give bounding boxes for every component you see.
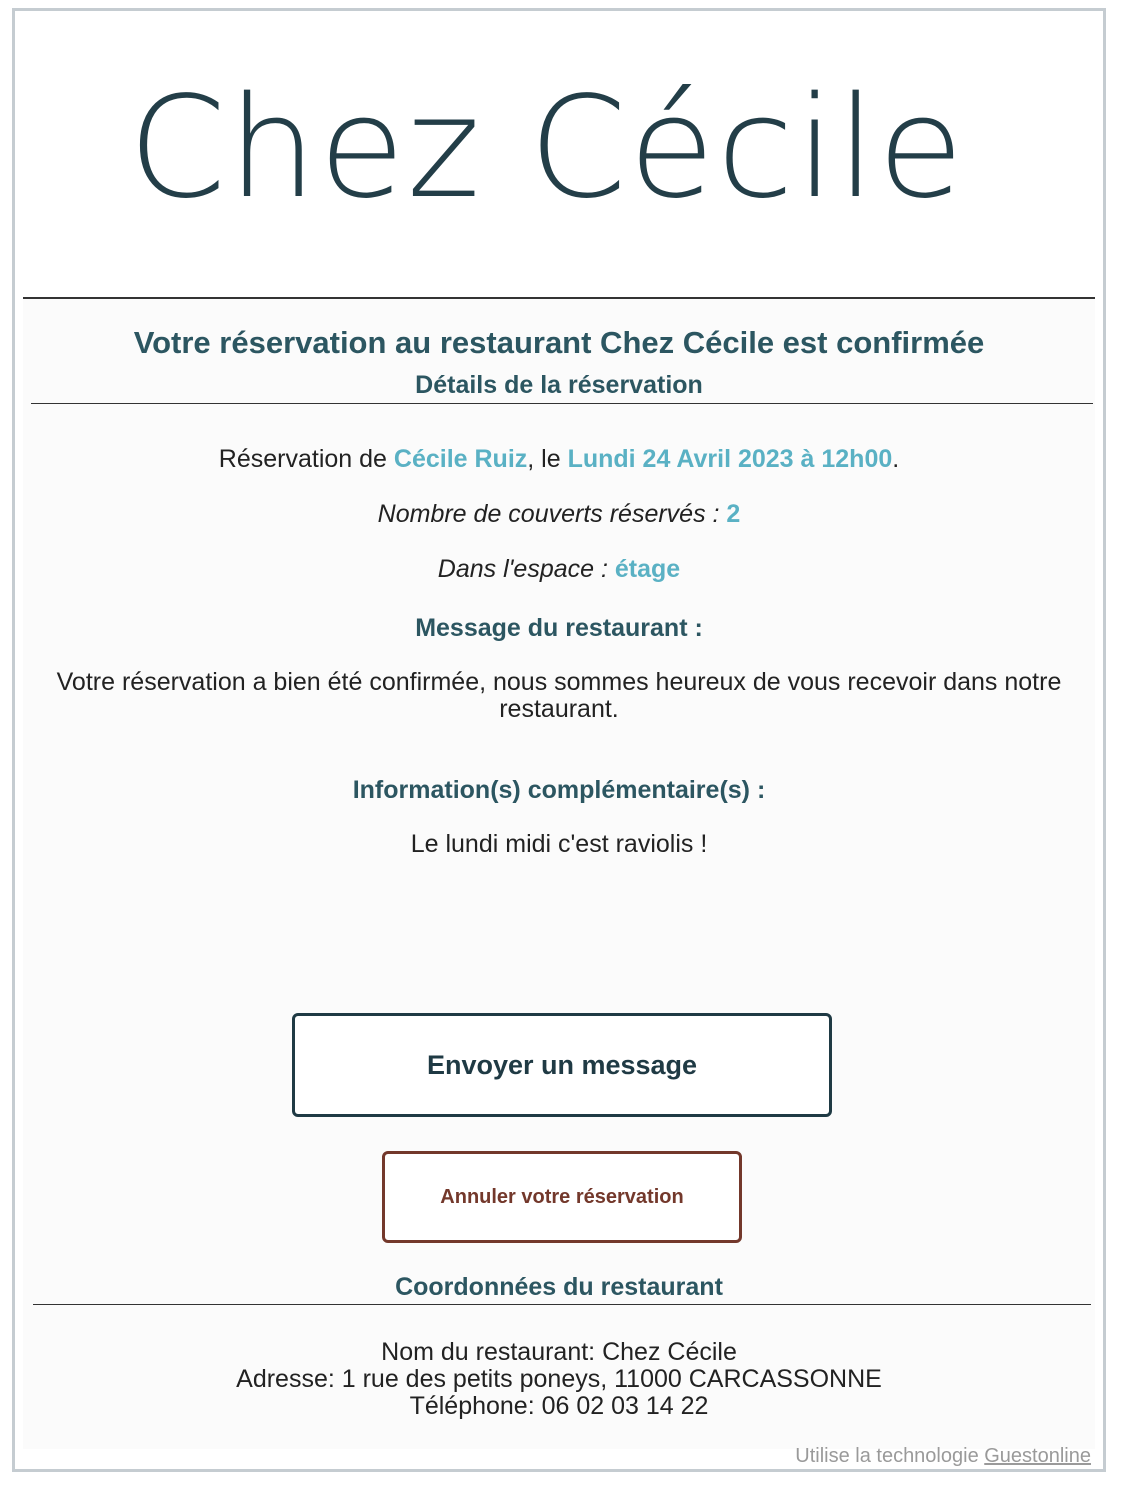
divider [33, 1304, 1091, 1305]
email-frame [12, 8, 1106, 1472]
restaurant-phone-line: Téléphone: 06 02 03 14 22 [409, 1392, 709, 1420]
send-message-button[interactable]: Envoyer un message [292, 1013, 832, 1117]
info-text: Le lundi midi c'est raviolis ! [410, 830, 708, 858]
details-subtitle: Détails de la réservation [415, 371, 703, 399]
reservation-suffix: . [892, 445, 900, 473]
reservation-content [23, 297, 1095, 1449]
space-value: étage [614, 555, 681, 583]
reservation-separator: , le [527, 445, 568, 473]
message-heading: Message du restaurant : [415, 614, 703, 642]
contact-details [23, 1339, 1095, 1420]
powered-by-footer [795, 1445, 1091, 1468]
contact-heading: Coordonnées du restaurant [395, 1273, 723, 1301]
restaurant-name-line: Nom du restaurant: Chez Cécile [381, 1338, 737, 1366]
covers-line [23, 500, 1095, 529]
covers-value: 2 [726, 500, 741, 528]
reservation-prefix: Réservation de [218, 445, 394, 473]
covers-label: Nombre de couverts réservés : [377, 500, 727, 528]
guestonline-link[interactable]: Guestonline [984, 1445, 1091, 1467]
info-heading: Information(s) complémentaire(s) : [352, 776, 766, 804]
footer-prefix: Utilise la technologie [795, 1445, 985, 1467]
guest-name: Cécile Ruiz [393, 445, 528, 473]
reservation-date: Lundi 24 Avril 2023 à 12h00 [567, 445, 893, 473]
space-line [23, 555, 1095, 584]
restaurant-logo [15, 11, 1109, 299]
restaurant-address-line: Adresse: 1 rue des petits poneys, 11000 CARCASSONNE [236, 1365, 882, 1393]
reservation-summary [23, 445, 1095, 474]
space-label: Dans l'espace : [437, 555, 615, 583]
message-text: Votre réservation a bien été confirmée, nous sommes heureux de vous recevoir dans notre restaurant. [56, 668, 1062, 723]
logo-text: Chez Cécile [128, 67, 966, 230]
divider [31, 403, 1093, 404]
confirmation-title: Votre réservation au restaurant Chez Cécile est confirmée [133, 325, 985, 360]
cancel-reservation-button[interactable]: Annuler votre réservation [382, 1151, 742, 1243]
